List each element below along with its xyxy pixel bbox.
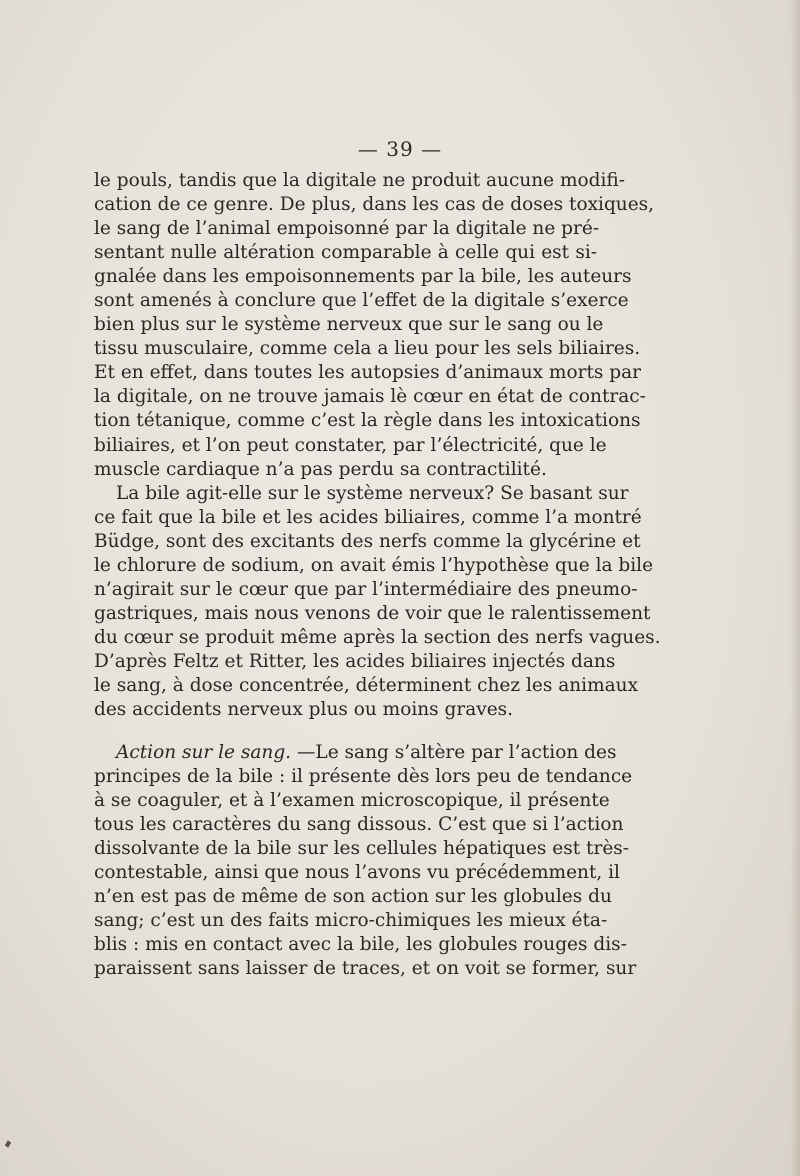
text-line: des accidents nerveux plus ou moins graves. [94,699,514,721]
section-heading: Action sur le sang. [116,742,292,763]
text-line: La bile agit-elle sur le système nerveux? Se basant sur [116,483,629,504]
text-line: du cœur se produit même après la section des nerfs vagues. [94,627,661,649]
text-line: bien plus sur le système nerveux que sur le sang ou le [94,314,604,336]
text-line: tissu musculaire, comme cela a lieu pour les sels biliaires. [94,338,641,360]
text-line: biliaires, et l’on peut constater, par l’électricité, que le [94,434,607,456]
text-line: n’agirait sur le cœur que par l’intermédiaire des pneumo- [94,579,638,601]
text-line: Et en effet, dans toutes les autopsies d’animaux morts par [94,362,641,384]
paragraph-2 [94,482,661,722]
text-line: le chlorure de sodium, on avait émis l’hypothèse que la bile [94,555,654,577]
ink-speck [5,1140,11,1147]
text-line: ce fait que la bile et les acides biliaires, comme l’a montré [94,507,642,529]
text-line-with-heading [94,741,617,765]
text-line: cation de ce genre. De plus, dans les cas de doses toxiques, [94,194,655,216]
text-line: paraissent sans laisser de traces, et on voit se former, sur [94,958,637,980]
text-line: tion tétanique, comme c’est la règle dans les intoxications [94,410,641,432]
text-line: blis : mis en contact avec la bile, les globules rouges dis- [94,934,627,956]
text-line: le sang de l’animal empoisonné par la digitale ne pré- [94,218,600,240]
text-line: le pouls, tandis que la digitale ne produit aucune modifi- [94,170,626,191]
page-number: — 39 — [357,137,443,161]
text-line: contestable, ainsi que nous l’avons vu précédemment, il [94,862,620,884]
text-line: n’en est pas de même de son action sur les globules du [94,886,612,908]
text-line: la digitale, on ne trouve jamais lè cœur en état de contrac- [94,386,646,408]
text-line: Büdge, sont des excitants des nerfs comme la glycérine et [94,531,641,553]
text-line: D’après Feltz et Ritter, les acides biliaires injectés dans [94,651,616,673]
text-line: gnalée dans les empoisonnements par la bile, les auteurs [94,266,632,288]
text-line: principes de la bile : il présente dès lors peu de tendance [94,766,633,788]
text-line: gastriques, mais nous venons de voir que le ralentissement [94,603,651,625]
text-line: muscle cardiaque n’a pas perdu sa contractilité. [94,458,547,480]
paragraph-1 [94,169,655,482]
page-edge-shadow [790,0,800,1176]
text-line: dissolvante de la bile sur les cellules hépatiques est très- [94,838,630,860]
text-line: sont amenés à conclure que l’effet de la digitale s’exerce [94,290,629,312]
paragraph-3 [94,741,637,981]
text-line: tous les caractères du sang dissous. C’est que si l’action [94,814,624,836]
text-line: sentant nulle altération comparable à celle qui est si- [94,242,597,264]
heading-line-text: —Le sang s’altère par l’action des [291,742,617,763]
text-line: à se coaguler, et à l’examen microscopique, il présente [94,790,610,812]
text-line: sang; c’est un des faits micro-chimiques les mieux éta- [94,910,608,932]
text-line: le sang, à dose concentrée, déterminent chez les animaux [94,675,639,697]
